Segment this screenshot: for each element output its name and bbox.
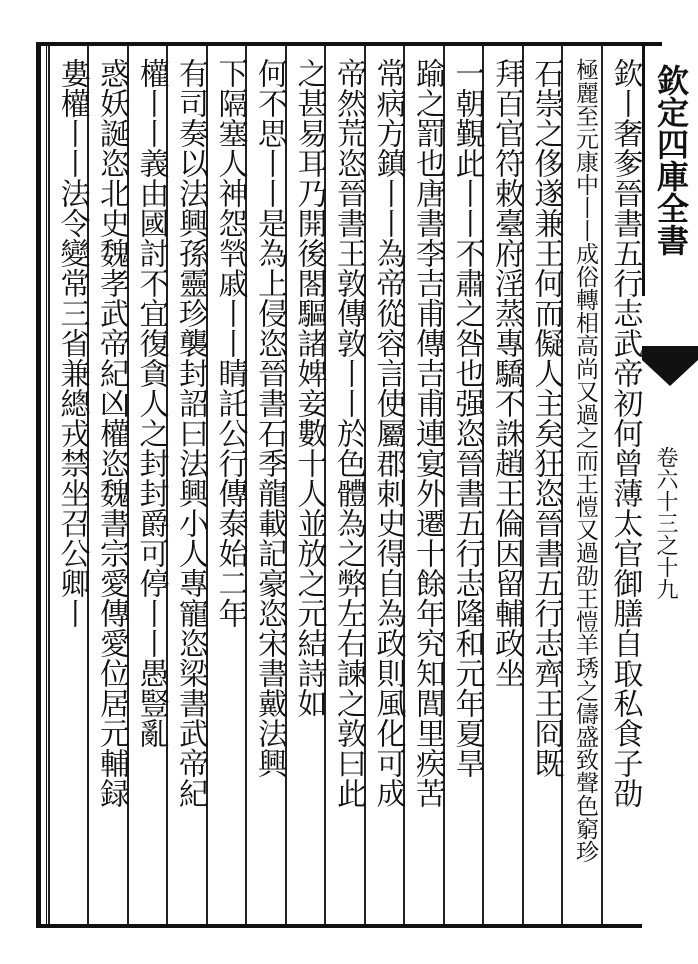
frame-top-border	[36, 42, 662, 46]
frame-bottom-border	[36, 924, 642, 928]
fish-tail-mark-icon	[642, 346, 698, 386]
text-column: 石崇之侈遂兼王何而儗人主矣狂恣晉書五行志齊王冏既	[528, 58, 564, 778]
text-column: 權丨丨義由國討不宜復貪人之封封爵可停丨丨愚豎亂	[133, 58, 169, 748]
header-column	[642, 46, 698, 924]
title-box	[642, 46, 698, 296]
text-column: 下隔塞人神怨㷀戚丨丨睛託公行傳泰始二年	[212, 58, 248, 628]
text-column: 帝然荒恣晉書王敦傳敦丨丨於色體為之弊左右諫之敦曰此	[331, 58, 366, 808]
frame-left-border	[36, 42, 41, 928]
text-column: 何不思丨丨是為上侵恣晉書石季龍載記豪恣宋書戴法興	[252, 58, 287, 778]
text-column: 拜百官符敕臺府淫蒸專驕不誅趙王倫因留輔政坐	[489, 58, 524, 688]
text-column: 一朝覲此丨丨不肅之咎也强恣晉書五行志隆和元年夏旱	[449, 58, 485, 778]
text-column: 極麗至元康中丨丨成俗轉相高尚又過之而王愷又過劭王愷羊琇之儔盛致聲色窮珍	[572, 58, 598, 863]
text-column: 欽丨奢奓晉書五行志武帝初何曾薄太官御膳自取私食子劭	[607, 58, 643, 808]
text-column: 婁權丨丨法令變常三省兼總戎禁坐召公卿丨	[54, 58, 90, 628]
text-column: 之甚易耳乃開後閤驅諸婢妾數十人並放之元結詩如	[291, 58, 327, 718]
book-title: 欽定四庫全書	[652, 64, 690, 256]
text-column: 常病方鎮丨丨為帝從容言使屬郡刺史得自為政則風化可成	[370, 58, 406, 808]
volume-label: 卷六十三之十九	[653, 446, 678, 600]
text-column: 惑妖誕恣北史魏孝武帝紀凶權恣魏書宗愛傳愛位居元輔録	[94, 58, 129, 808]
text-column: 有司奏以法興孫靈珍襲封詔曰法興小人專寵恣梁書武帝紀	[173, 58, 208, 808]
column-rule	[48, 46, 50, 924]
text-column: 踰之罰也唐書李吉甫傳吉甫連宴外遷十餘年究知閭里疾苦	[410, 58, 445, 808]
